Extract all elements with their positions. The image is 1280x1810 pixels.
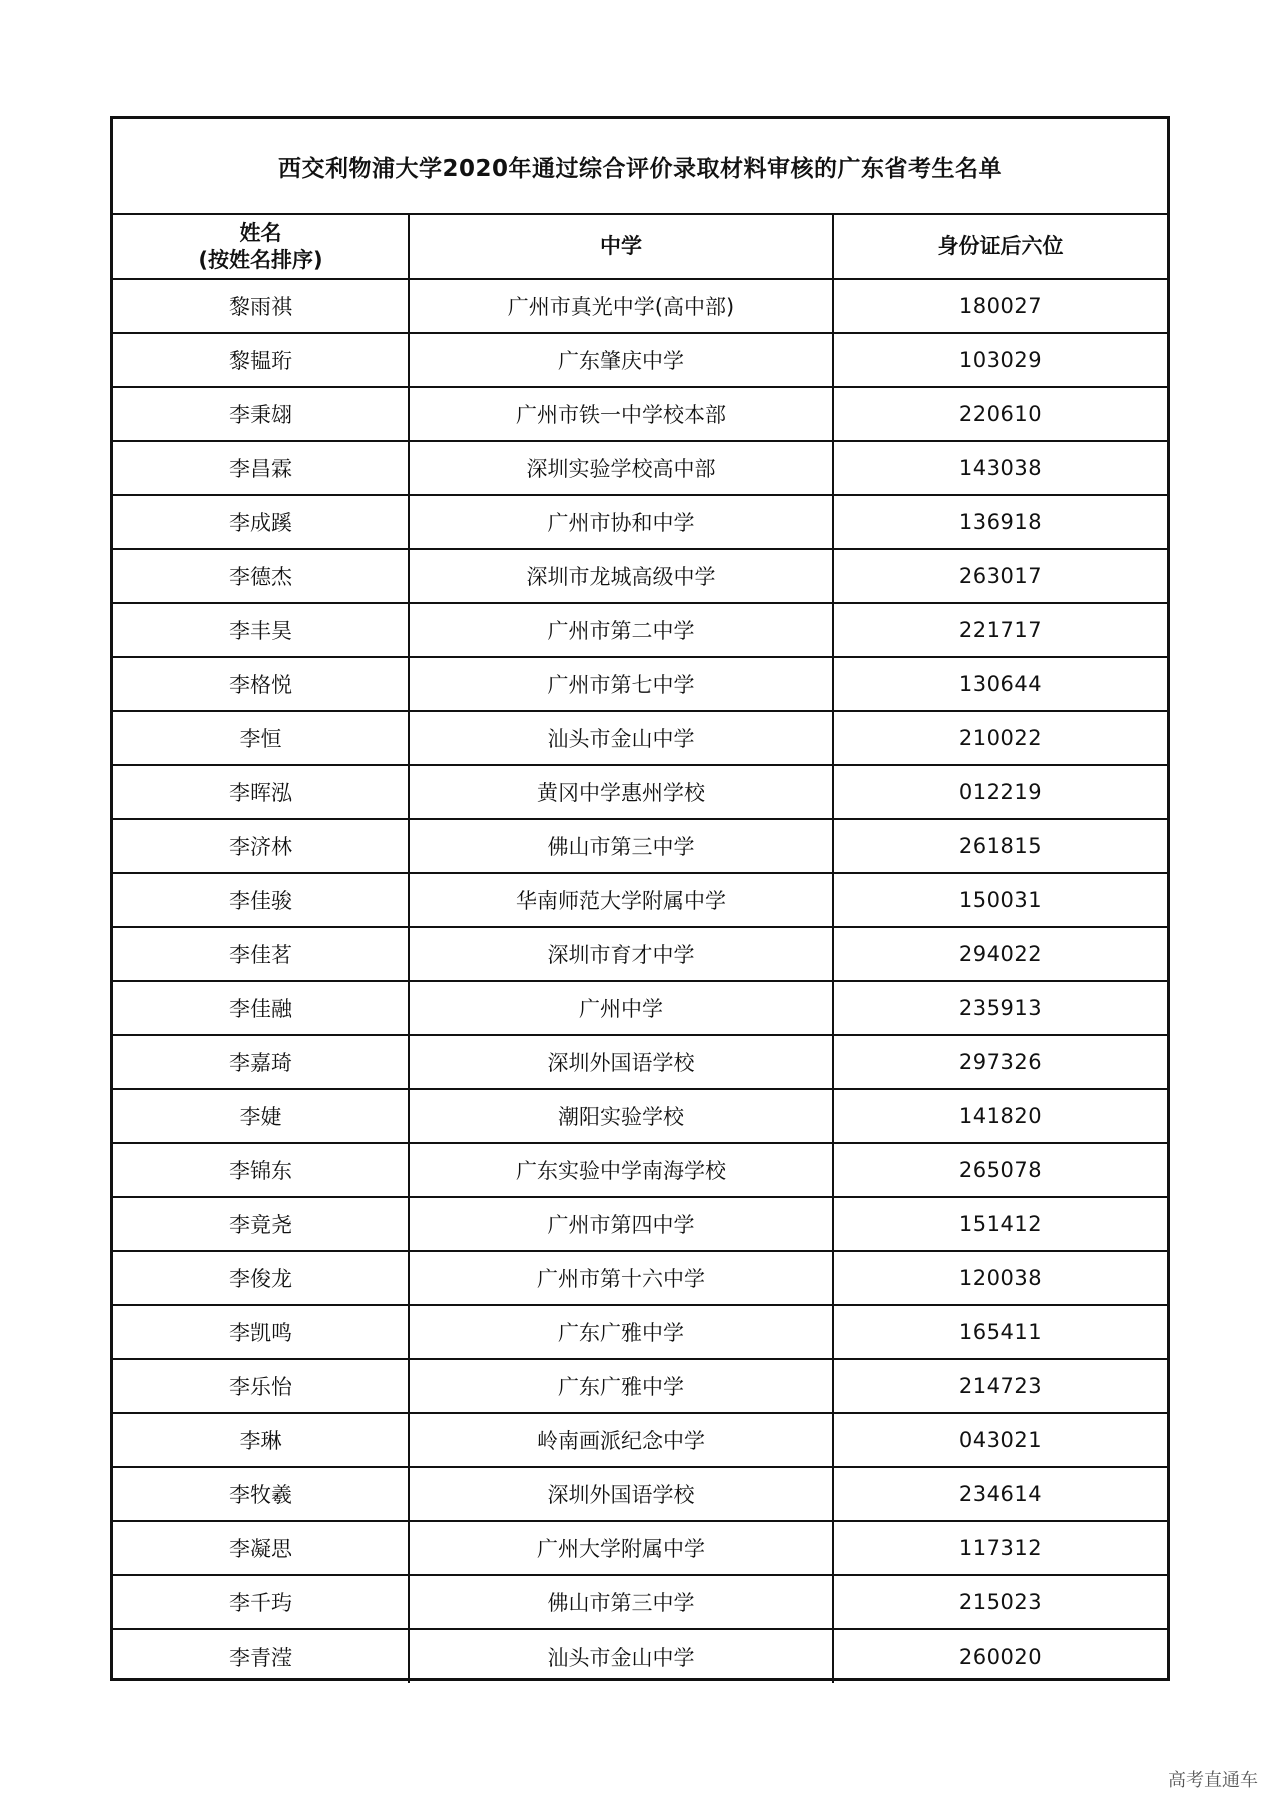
cell-name: 李佳骏 (113, 873, 409, 927)
table-row (113, 1089, 1167, 1143)
table-row (113, 1575, 1167, 1629)
table-row (113, 603, 1167, 657)
table-body (113, 279, 1167, 1683)
cell-school: 佛山市第三中学 (409, 1575, 833, 1629)
cell-school: 广州中学 (409, 981, 833, 1035)
student-list-table (113, 215, 1167, 1683)
cell-name: 李晖泓 (113, 765, 409, 819)
table-row (113, 873, 1167, 927)
cell-name: 李格悦 (113, 657, 409, 711)
cell-id: 150031 (833, 873, 1167, 927)
table-row (113, 711, 1167, 765)
cell-name: 李济林 (113, 819, 409, 873)
cell-name: 李嘉琦 (113, 1035, 409, 1089)
cell-name: 李牧羲 (113, 1467, 409, 1521)
cell-id: 263017 (833, 549, 1167, 603)
table-row (113, 981, 1167, 1035)
cell-name: 李俊龙 (113, 1251, 409, 1305)
cell-name: 李青滢 (113, 1629, 409, 1683)
column-header-id: 身份证后六位 (833, 215, 1167, 279)
cell-school: 深圳实验学校高中部 (409, 441, 833, 495)
cell-id: 260020 (958, 1644, 1043, 1669)
table-row (113, 1143, 1167, 1197)
table-row (113, 1521, 1167, 1575)
cell-school: 广东广雅中学 (409, 1359, 833, 1413)
table-row (113, 1305, 1167, 1359)
cell-id: 265078 (833, 1143, 1167, 1197)
cell-school: 广东广雅中学 (409, 1305, 833, 1359)
cell-school: 广东实验中学南海学校 (409, 1143, 833, 1197)
cell-school: 广东肇庆中学 (409, 333, 833, 387)
table-row (113, 927, 1167, 981)
table-row (113, 441, 1167, 495)
cell-id: 180027 (833, 279, 1167, 333)
table-row (113, 657, 1167, 711)
cell-name: 李婕 (113, 1089, 409, 1143)
table-row (113, 495, 1167, 549)
column-header-name-sort-note: (按姓名排序) (198, 247, 323, 272)
cell-school: 广州市第二中学 (409, 603, 833, 657)
cell-id: 103029 (833, 333, 1167, 387)
table-row (113, 1251, 1167, 1305)
cell-school: 广州市第七中学 (409, 657, 833, 711)
column-header-school: 中学 (409, 215, 833, 279)
cell-name: 李琳 (113, 1413, 409, 1467)
table-row (113, 1359, 1167, 1413)
cell-id: 165411 (833, 1305, 1167, 1359)
cell-school: 深圳市龙城高级中学 (409, 549, 833, 603)
cell-name: 李千玙 (113, 1575, 409, 1629)
cell-id: 143038 (833, 441, 1167, 495)
cell-school: 广州市协和中学 (409, 495, 833, 549)
cell-id: 141820 (833, 1089, 1167, 1143)
cell-name: 李竟尧 (113, 1197, 409, 1251)
watermark-text: 高考直通车 (1168, 1770, 1258, 1791)
table-row (113, 1629, 1167, 1683)
column-header-name-label: 姓名 (239, 220, 282, 245)
cell-school: 广州市真光中学(高中部) (409, 279, 833, 333)
column-header-name (113, 215, 409, 279)
cell-name: 李佳融 (113, 981, 409, 1035)
cell-id: 234614 (833, 1467, 1167, 1521)
table-row (113, 765, 1167, 819)
cell-id: 261815 (833, 819, 1167, 873)
cell-id: 235913 (833, 981, 1167, 1035)
table-row (113, 819, 1167, 873)
cell-name: 李佳茗 (113, 927, 409, 981)
cell-name: 李成蹊 (113, 495, 409, 549)
cell-name: 李德杰 (113, 549, 409, 603)
cell-id: 012219 (833, 765, 1167, 819)
cell-id: 214723 (833, 1359, 1167, 1413)
table-row (113, 279, 1167, 333)
cell-school: 广州市第十六中学 (409, 1251, 833, 1305)
cell-school: 汕头市金山中学 (409, 711, 833, 765)
table-row (113, 1197, 1167, 1251)
cell-name: 李恒 (113, 711, 409, 765)
cell-school: 岭南画派纪念中学 (409, 1413, 833, 1467)
cell-school: 深圳外国语学校 (409, 1467, 833, 1521)
cell-school: 广州市第四中学 (409, 1197, 833, 1251)
cell-id: 136918 (833, 495, 1167, 549)
cell-school: 汕头市金山中学 (409, 1629, 833, 1683)
cell-id: 120038 (833, 1251, 1167, 1305)
cell-name: 李凝思 (113, 1521, 409, 1575)
cell-school: 深圳市育才中学 (409, 927, 833, 981)
cell-name: 李秉翃 (113, 387, 409, 441)
table-row (113, 1467, 1167, 1521)
cell-name: 李锦东 (113, 1143, 409, 1197)
cell-id: 215023 (833, 1575, 1167, 1629)
table-row (113, 549, 1167, 603)
cell-school: 深圳外国语学校 (409, 1035, 833, 1089)
cell-school: 华南师范大学附属中学 (409, 873, 833, 927)
table-row (113, 387, 1167, 441)
document-sheet (110, 116, 1170, 1681)
cell-id: 220610 (833, 387, 1167, 441)
cell-id: 043021 (833, 1413, 1167, 1467)
cell-school: 黄冈中学惠州学校 (409, 765, 833, 819)
cell-school: 潮阳实验学校 (409, 1089, 833, 1143)
cell-name: 李昌霖 (113, 441, 409, 495)
table-row (113, 333, 1167, 387)
cell-id: 130644 (833, 657, 1167, 711)
cell-id: 297326 (833, 1035, 1167, 1089)
cell-name: 李乐怡 (113, 1359, 409, 1413)
cell-id: 117312 (833, 1521, 1167, 1575)
table-header-row (113, 215, 1167, 279)
table-row (113, 1413, 1167, 1467)
cell-id: 151412 (833, 1197, 1167, 1251)
cell-name: 李丰昊 (113, 603, 409, 657)
cell-name: 黎韫珩 (113, 333, 409, 387)
document-title: 西交利物浦大学2020年通过综合评价录取材料审核的广东省考生名单 (113, 119, 1167, 215)
cell-name: 黎雨祺 (113, 279, 409, 333)
cell-school: 佛山市第三中学 (409, 819, 833, 873)
cell-id: 221717 (833, 603, 1167, 657)
cell-name: 李凯鸣 (113, 1305, 409, 1359)
cell-id: 210022 (833, 711, 1167, 765)
table-row (113, 1035, 1167, 1089)
cell-school: 广州市铁一中学校本部 (409, 387, 833, 441)
cell-id: 294022 (833, 927, 1167, 981)
cell-school: 广州大学附属中学 (409, 1521, 833, 1575)
